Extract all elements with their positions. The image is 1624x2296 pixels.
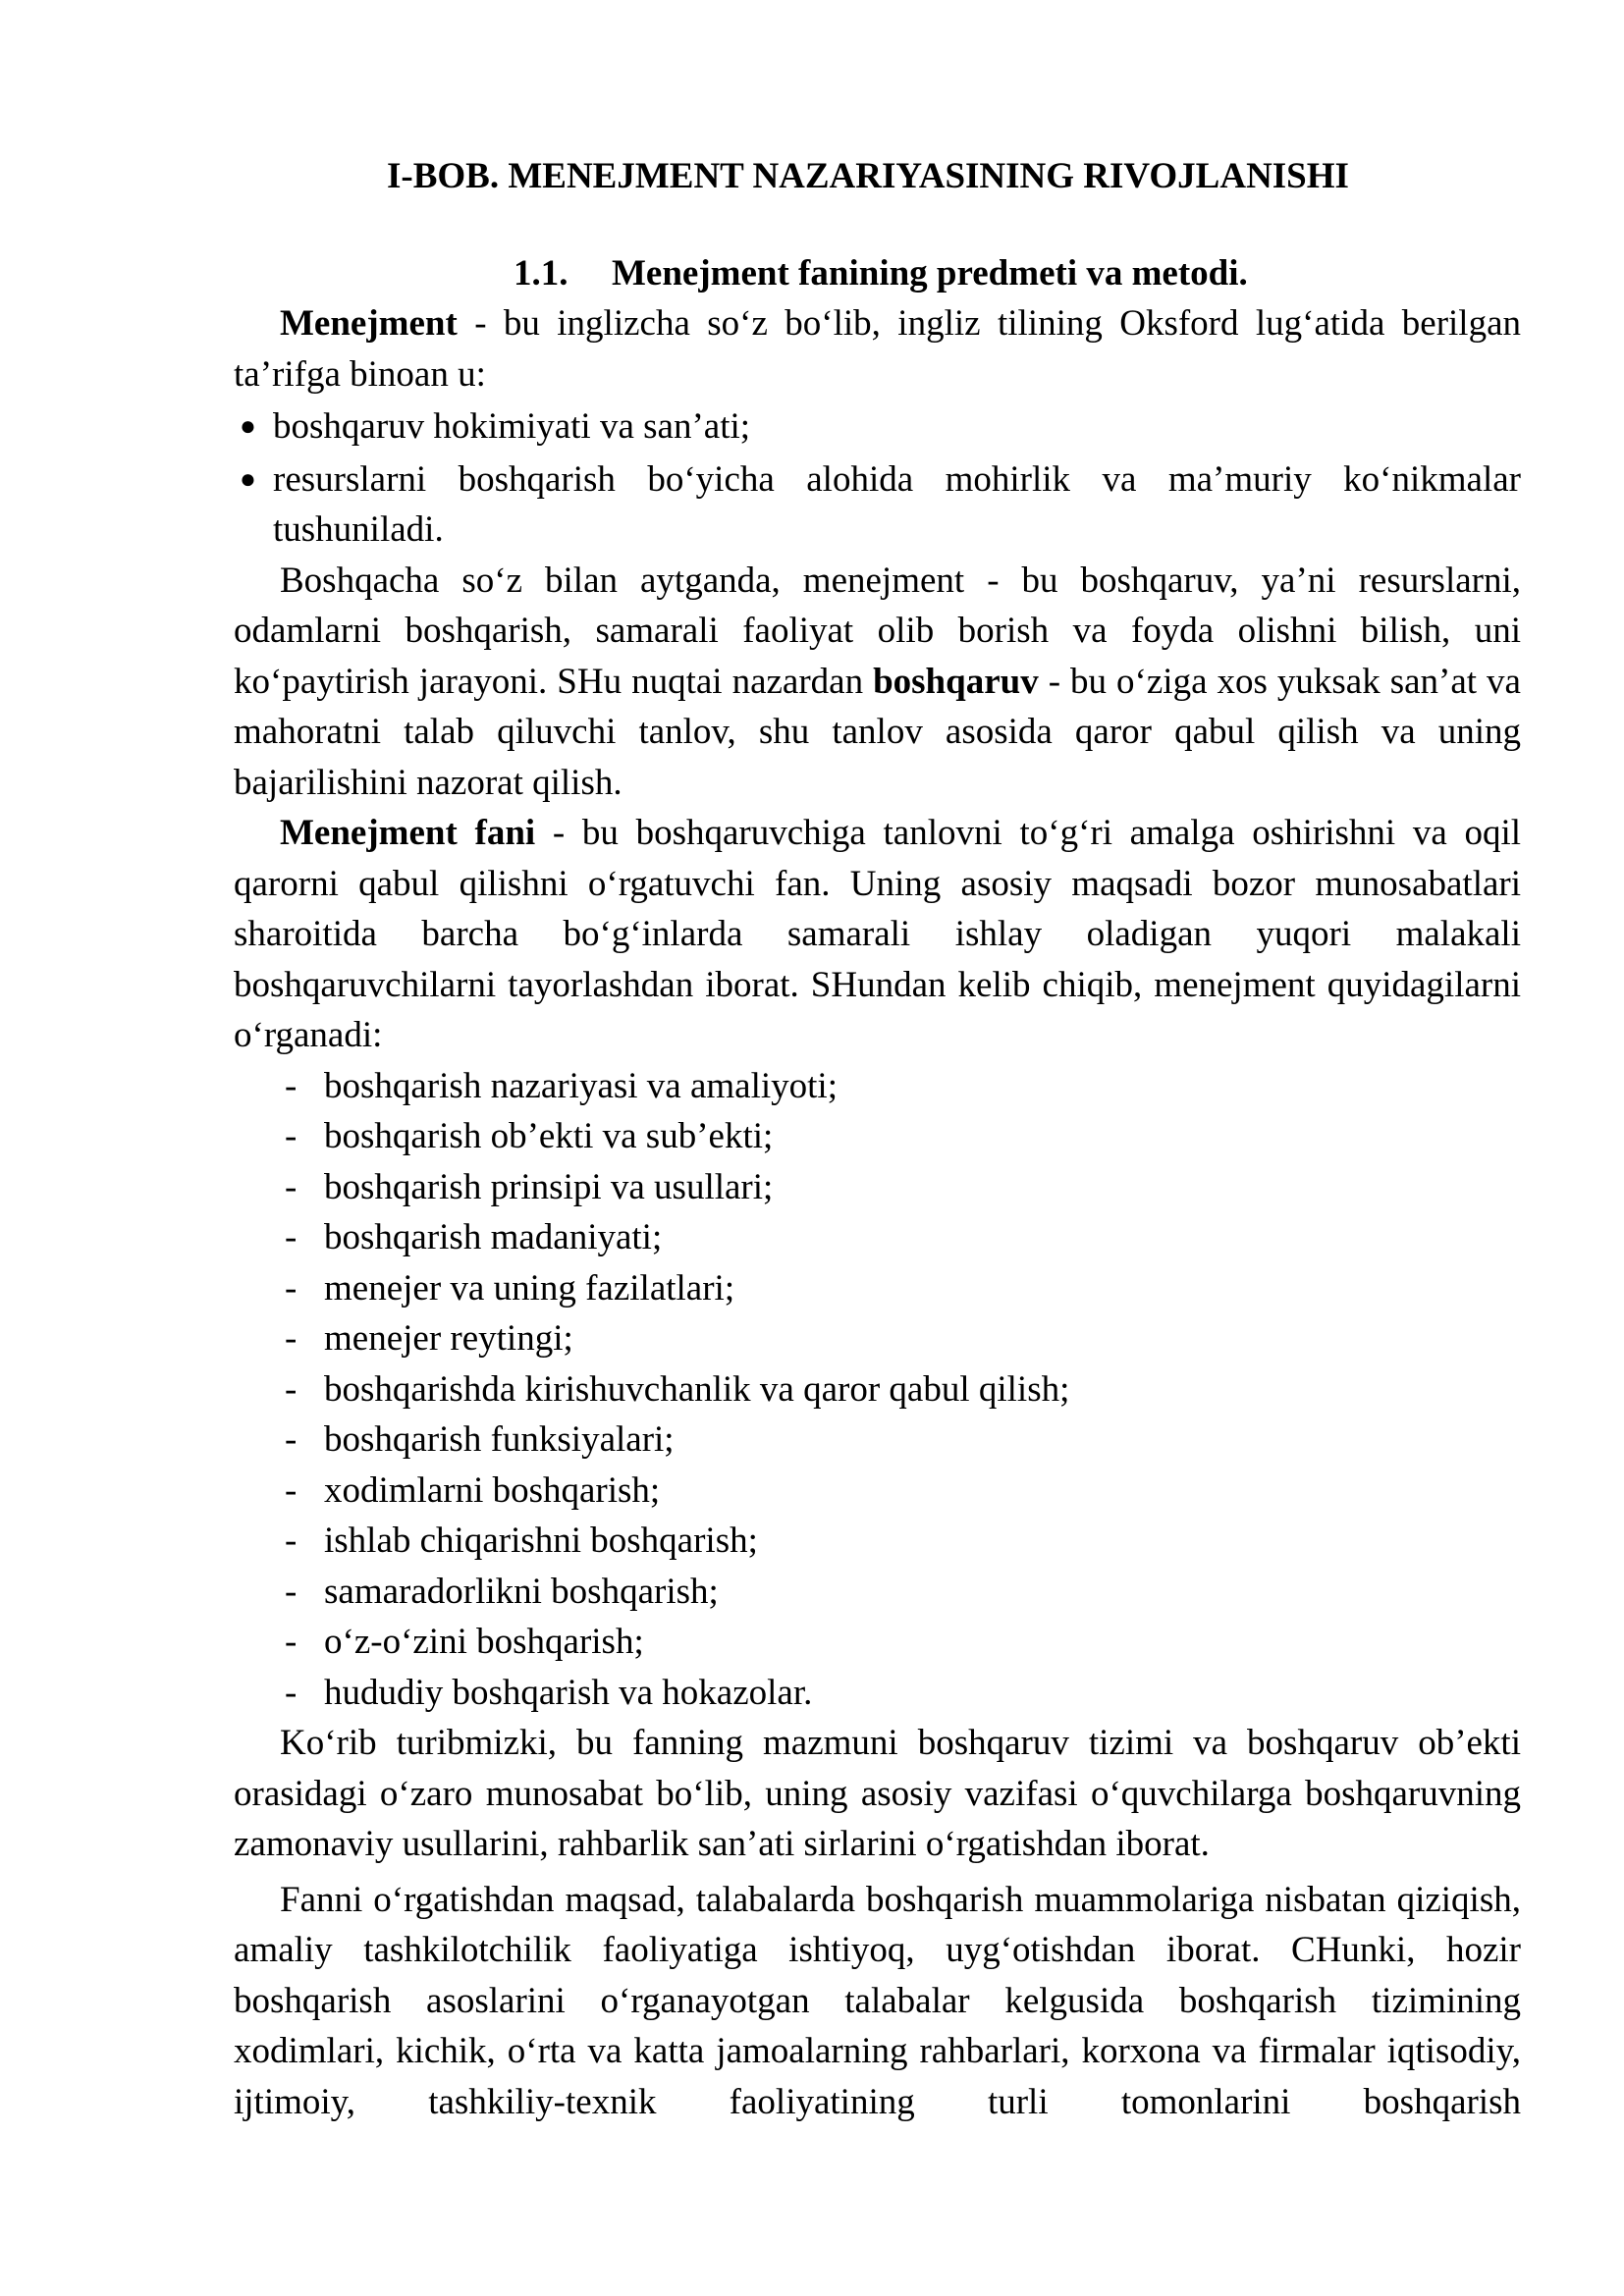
- list-item-text: samaradorlikni boshqarish;: [324, 1571, 719, 1612]
- paragraph-boshqaruv-text: Boshqacha so‘z bilan aytganda, menejment - bu boshqaruv, ya’ni resurslarni, odamlarni boshqarish, samarali faoliyat olib borish va foyda olishni bilish, uni ko‘paytirish jarayoni. SHu nuqtai nazardan: [234, 560, 1521, 702]
- list-item-text: ishlab chiqarishni boshqarish;: [324, 1521, 758, 1561]
- dash-marker: -: [285, 1469, 298, 1511]
- list-item: [234, 1263, 1521, 1314]
- list-item: [234, 1061, 1521, 1112]
- dash-marker: -: [285, 1419, 298, 1460]
- list-item-text: o‘z-o‘zini boshqarish;: [324, 1622, 644, 1662]
- list-item: [234, 1516, 1521, 1567]
- bullet-item-text: resurslarni boshqarish bo‘yicha alohida mohirlik va ma’muriy ko‘nikmalar tushuniladi.: [273, 458, 1521, 550]
- topics-list: [234, 1061, 1521, 1719]
- paragraph-boshqaruv-text-end: - bu o‘ziga xos yuksak san’at va mahoratni talab qiluvchi tanlov, shu tanlov asosida qaror qabul qilish va uning bajarilishini nazorat qilish.: [234, 661, 1521, 803]
- dash-marker: -: [285, 1267, 298, 1308]
- dash-marker: -: [285, 1622, 298, 1662]
- dash-marker: -: [285, 1368, 298, 1410]
- paragraph-maqsad: Fanni o‘rgatishdan maqsad, talabalarda boshqarish muammolariga nisbatan qiziqish, amaliy tashkilotchilik faoliyatiga ishtiyoq, uyg‘otishdan iborat. CHunki, hozir boshqarish asoslarini o‘rganayotgan talabalar kelgusida boshqarish tizimining xodimlari, kichik, o‘rta va katta jamoalarning rahbarlari, korxona va firmalar iqtisodiy, ijtimoiy, tashkiliy-texnik faoliyatining turli tomonlarini boshqarish: [234, 1879, 1521, 2122]
- dash-marker: -: [285, 1521, 298, 1561]
- dash-marker: -: [285, 1065, 298, 1106]
- bullet-item: [234, 401, 1521, 453]
- term-menejment: Menejment: [280, 303, 458, 344]
- list-item-text: boshqarish ob’ekti va sub’ekti;: [324, 1116, 774, 1156]
- list-item: [234, 1617, 1521, 1668]
- dash-marker: -: [285, 1318, 298, 1359]
- list-item: [234, 1212, 1521, 1263]
- dash-marker: -: [285, 1116, 298, 1156]
- list-item: [234, 1415, 1521, 1466]
- list-item-text: boshqarishda kirishuvchanlik va qaror qabul qilish;: [324, 1368, 1070, 1410]
- dash-marker: -: [285, 1672, 298, 1713]
- paragraph-boshqaruv: [234, 556, 1521, 809]
- dash-marker: -: [285, 1571, 298, 1612]
- list-item: [234, 1567, 1521, 1618]
- term-menejment-fani: Menejment fani: [280, 813, 536, 853]
- paragraph-menejment-fani-text: - bu boshqaruvchiga tanlovni to‘g‘ri amalga oshirishni va oqil qarorni qabul qilishni o‘rgatuvchi fan. Uning asosiy maqsadi bozor munosabatlari sharoitida barcha bo‘g‘inlarda samarali ishlay oladigan yuqori malakali boshqaruvchilarni tayorlashdan iborat. SHundan kelib chiqib, menejment quyidagilarni o‘rganadi:: [234, 813, 1522, 1055]
- section-number: 1.1.: [514, 253, 568, 294]
- list-item-text: boshqarish funksiyalari;: [324, 1419, 675, 1460]
- section-heading: Menejment fanining predmeti va metodi.: [612, 253, 1248, 294]
- bullet-item: [234, 454, 1521, 556]
- bullet-icon: ●: [240, 411, 256, 442]
- list-item-text: xodimlarni boshqarish;: [324, 1469, 661, 1511]
- paragraph-definition-text: - bu inglizcha so‘z bo‘lib, ingliz tilining Oksford lug‘atida berilgan ta’rifga binoan u:: [234, 303, 1521, 395]
- bullet-list: [234, 401, 1521, 556]
- list-item-text: boshqarish prinsipi va usullari;: [324, 1166, 774, 1207]
- dash-marker: -: [285, 1217, 298, 1257]
- list-item-text: menejer va uning fazilatlari;: [324, 1267, 735, 1308]
- list-item: [234, 1313, 1521, 1364]
- paragraph-menejment-fani: [234, 808, 1521, 1061]
- section-title: [234, 248, 1521, 298]
- chapter-title: I-BOB. MENEJMENT NAZARIYASINING RIVOJLANISHI: [387, 156, 1349, 196]
- list-item: [234, 1162, 1521, 1213]
- list-item-text: boshqarish nazariyasi va amaliyoti;: [324, 1065, 838, 1106]
- list-item-text: hududiy boshqarish va hokazolar.: [324, 1672, 813, 1713]
- page-content: [234, 151, 1521, 2127]
- list-item: [234, 1466, 1521, 1517]
- list-item: [234, 1668, 1521, 1719]
- paragraph-definition: [234, 298, 1521, 400]
- bullet-item-text: boshqaruv hokimiyati va san’ati;: [273, 406, 751, 447]
- paragraph-fan-mazmuni: Ko‘rib turibmizki, bu fanning mazmuni boshqaruv tizimi va boshqaruv ob’ekti orasidagi o‘zaro munosabat bo‘lib, uning asosiy vazifasi o‘quvchilarga boshqaruvning zamonaviy usullarini, rahbarlik san’ati sirlarini o‘rgatishdan iborat.: [234, 1723, 1521, 1864]
- bullet-icon: ●: [240, 463, 256, 495]
- list-item: [234, 1111, 1521, 1162]
- list-item-text: boshqarish madaniyati;: [324, 1217, 663, 1257]
- list-item: [234, 1364, 1521, 1415]
- dash-marker: -: [285, 1166, 298, 1207]
- term-boshqaruv: boshqaruv: [873, 661, 1039, 702]
- list-item-text: menejer reytingi;: [324, 1318, 573, 1359]
